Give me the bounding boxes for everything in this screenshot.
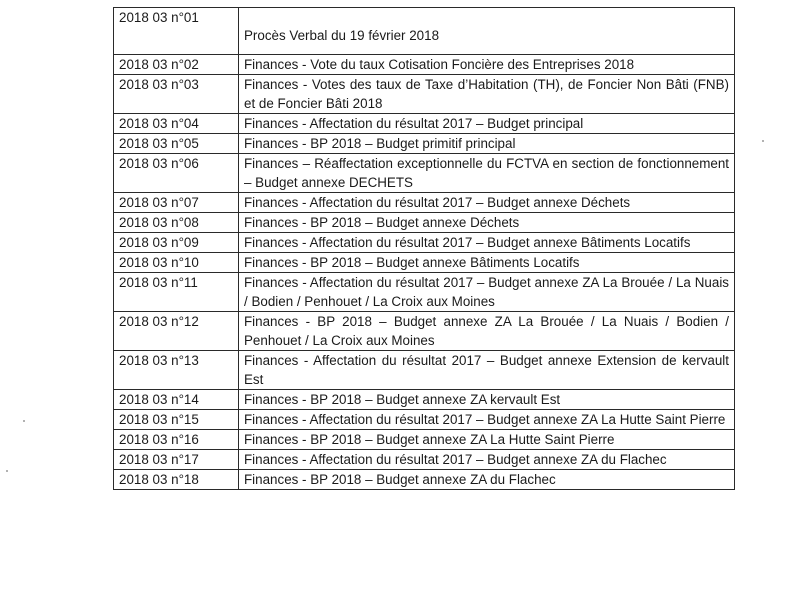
deliberations-table-body — [114, 8, 735, 490]
deliberation-title-text: Procès Verbal du 19 février 2018 — [244, 28, 440, 43]
deliberation-title — [239, 75, 735, 114]
deliberations-table — [113, 7, 735, 490]
deliberation-title — [239, 114, 735, 134]
deliberation-number: 2018 03 n°18 — [114, 470, 239, 490]
deliberation-title — [239, 253, 735, 273]
deliberation-number: 2018 03 n°11 — [114, 273, 239, 312]
deliberation-number: 2018 03 n°09 — [114, 233, 239, 253]
deliberation-title — [239, 450, 735, 470]
table-row — [114, 410, 735, 430]
deliberation-title-text: Finances - Affectation du résultat 2017 – Budget annexe Bâtiments Locatifs — [244, 235, 691, 250]
deliberation-number: 2018 03 n°15 — [114, 410, 239, 430]
deliberation-title-text: Finances - BP 2018 – Budget primitif principal — [244, 136, 516, 151]
deliberation-title — [239, 410, 735, 430]
deliberation-number: 2018 03 n°10 — [114, 253, 239, 273]
deliberation-number: 2018 03 n°03 — [114, 75, 239, 114]
table-row — [114, 253, 735, 273]
table-row — [114, 390, 735, 410]
deliberation-title — [239, 470, 735, 490]
deliberation-title-text: Finances - Affectation du résultat 2017 – Budget annexe ZA La Hutte Saint Pierre — [244, 412, 726, 427]
deliberation-title-text: Finances - BP 2018 – Budget annexe ZA La Brouée / La Nuais / Bodien / Penhouet / La Croix aux Moines — [244, 314, 729, 348]
scan-speck — [6, 470, 8, 472]
deliberation-title — [239, 351, 735, 390]
deliberation-title-text: Finances - BP 2018 – Budget annexe Bâtiments Locatifs — [244, 255, 580, 270]
deliberation-title — [239, 430, 735, 450]
table-row — [114, 75, 735, 114]
deliberation-number: 2018 03 n°07 — [114, 193, 239, 213]
deliberation-title-text: Finances - BP 2018 – Budget annexe ZA du Flachec — [244, 472, 556, 487]
table-row — [114, 351, 735, 390]
deliberation-number: 2018 03 n°17 — [114, 450, 239, 470]
table-row — [114, 213, 735, 233]
deliberation-number: 2018 03 n°08 — [114, 213, 239, 233]
table-row — [114, 114, 735, 134]
table-row — [114, 430, 735, 450]
deliberation-title — [239, 312, 735, 351]
table-row — [114, 273, 735, 312]
deliberation-title-text: Finances – Réaffectation exceptionnelle du FCTVA en section de fonctionnement – Budget annexe DECHETS — [244, 156, 729, 190]
deliberation-title — [239, 55, 735, 75]
deliberation-number: 2018 03 n°13 — [114, 351, 239, 390]
deliberation-number: 2018 03 n°16 — [114, 430, 239, 450]
table-row — [114, 470, 735, 490]
table-row — [114, 312, 735, 351]
deliberation-title-text: Finances - Affectation du résultat 2017 – Budget annexe Déchets — [244, 195, 631, 210]
deliberation-title — [239, 193, 735, 213]
deliberation-title-text: Finances - Affectation du résultat 2017 – Budget annexe ZA La Brouée / La Nuais / Bodien / Penhouet / La Croix aux Moines — [244, 275, 729, 309]
deliberation-number: 2018 03 n°01 — [114, 8, 239, 55]
deliberation-number: 2018 03 n°06 — [114, 154, 239, 193]
table-row — [114, 8, 735, 55]
deliberation-title — [239, 8, 735, 55]
deliberation-number: 2018 03 n°12 — [114, 312, 239, 351]
table-row — [114, 55, 735, 75]
deliberation-title-text: Finances - BP 2018 – Budget annexe ZA La Hutte Saint Pierre — [244, 432, 615, 447]
deliberation-number: 2018 03 n°14 — [114, 390, 239, 410]
deliberation-title — [239, 154, 735, 193]
deliberation-number: 2018 03 n°05 — [114, 134, 239, 154]
deliberation-title-text: Finances - Votes des taux de Taxe d’Habitation (TH), de Foncier Non Bâti (FNB) et de Foncier Bâti 2018 — [244, 77, 729, 111]
deliberation-title-text: Finances - Affectation du résultat 2017 – Budget annexe Extension de kervault Est — [244, 353, 729, 387]
deliberation-title — [239, 390, 735, 410]
deliberation-title-text: Finances - Affectation du résultat 2017 – Budget principal — [244, 116, 584, 131]
scan-speck — [23, 420, 25, 422]
deliberation-title — [239, 134, 735, 154]
table-row — [114, 450, 735, 470]
deliberation-title — [239, 213, 735, 233]
deliberation-title — [239, 273, 735, 312]
deliberation-number: 2018 03 n°02 — [114, 55, 239, 75]
table-row — [114, 233, 735, 253]
deliberation-number: 2018 03 n°04 — [114, 114, 239, 134]
deliberation-title-text: Finances - Vote du taux Cotisation Foncière des Entreprises 2018 — [244, 57, 635, 72]
deliberation-title — [239, 233, 735, 253]
scan-speck — [762, 140, 764, 142]
table-row — [114, 193, 735, 213]
deliberation-title-text: Finances - Affectation du résultat 2017 – Budget annexe ZA du Flachec — [244, 452, 667, 467]
table-row — [114, 154, 735, 193]
deliberation-title-text: Finances - BP 2018 – Budget annexe Déchets — [244, 215, 520, 230]
table-row — [114, 134, 735, 154]
deliberation-title-text: Finances - BP 2018 – Budget annexe ZA kervault Est — [244, 392, 561, 407]
